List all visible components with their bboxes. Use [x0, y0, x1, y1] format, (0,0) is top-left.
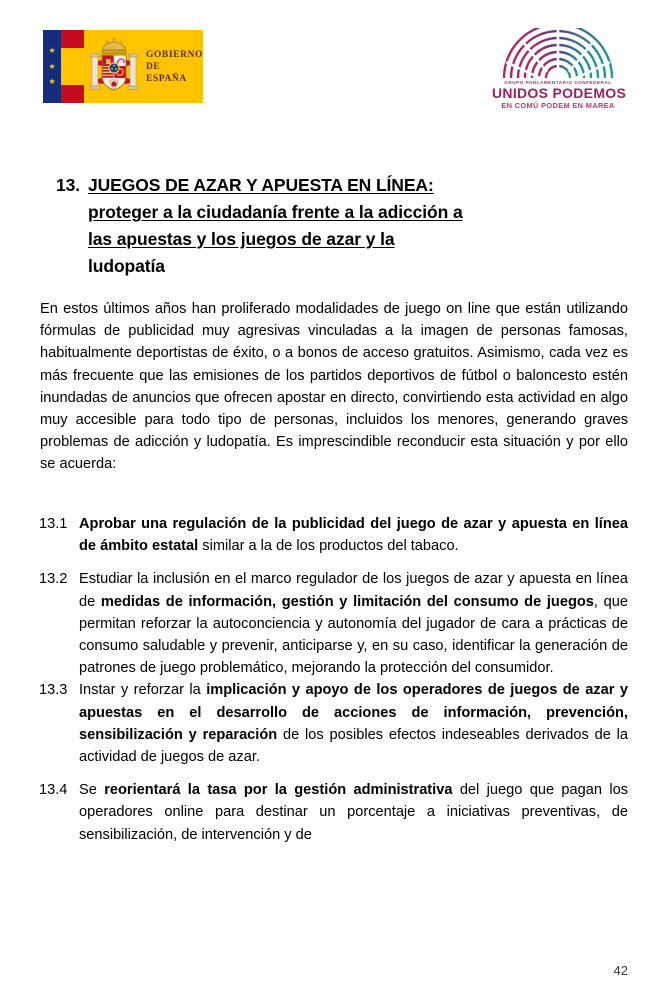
list-item: [39, 568, 628, 679]
title-line-3: las apuestas y los juegos de azar y la: [88, 229, 395, 249]
eu-star-icon: ★: [48, 61, 56, 71]
item-text: Instar y reforzar la implicación y apoyo de los operadores de juegos de azar y apuestas en el desarrollo de acciones de información, prevención, sensibilización y reparación de los posibles efectos indeseables derivados de la actividad de juegos de azar.: [79, 682, 628, 766]
item-text: Se reorientará la tasa por la gestión administrativa del juego que pagan los operadores online para destinar un porcentaje a iniciativas preventivas, de sensibilización, de intervención y de: [79, 782, 628, 843]
podemos-logo-line3: EN COMÚ PODEM EN MAREA: [501, 101, 615, 110]
gobierno-logo-text: [144, 30, 203, 103]
eu-star-icon: ★: [48, 77, 56, 87]
item-number: 13.1: [39, 516, 68, 532]
item-number: 13.2: [39, 571, 68, 588]
list-item: [39, 679, 628, 768]
title-line-1: JUEGOS DE AZAR Y APUESTA EN LÍNEA:: [88, 175, 434, 195]
list-item: [39, 779, 628, 846]
parliament-hemicycle-icon: [500, 28, 616, 78]
podemos-logo-line2: UNIDOS PODEMOS: [492, 85, 627, 101]
gobierno-de-espana-logo: [43, 30, 203, 103]
list-item: [39, 513, 628, 557]
eu-star-icon: ★: [48, 45, 56, 55]
item-text: Aprobar una regulación de la publicidad del juego de azar y apuesta en línea de ámbito estatal similar a la de los productos del tabaco.: [79, 516, 628, 555]
item-number: 13.3: [39, 682, 68, 699]
title-number: 13.: [56, 175, 81, 195]
podemos-logo-line1: GRUPO PARLAMENTARIO CONFEDERAL: [504, 80, 612, 85]
page-title: [56, 172, 622, 280]
spanish-coat-of-arms-icon: [84, 30, 144, 103]
title-line-2: proteger a la ciudadanía frente a la adicción a: [88, 202, 463, 222]
intro-paragraph: En estos últimos años han proliferado modalidades de juego on line que están utilizando fórmulas de publicidad muy agresivas vinculadas a la imagen de personas famosas, habitualmente deportistas de éxito, o a bonos de acceso gratuitos. Asimismo, cada vez es más frecuente que las emisiones de los partidos deportivos de fútbol o baloncesto estén inundadas de anuncios que ofrecen apostar en directo, convirtiendo esta actividad en algo muy accesible para todo tipo de personas, incluidos los menores, generando graves problemas de adicción y ludopatía. Es imprescindible reconducir esta situación y por ello se acuerda:: [40, 301, 628, 473]
spanish-flag-stripes-icon: [61, 30, 84, 103]
title-line-4: ludopatía: [88, 256, 165, 276]
gobierno-logo-line1: GOBIERNO: [145, 49, 203, 60]
item-text: Estudiar la inclusión en el marco regulador de los juegos de azar y apuesta en línea de medidas de información, gestión y limitación del consumo de juegos, que permitan reforzar la autoconciencia y autonomía del jugador de cara a prácticas de consumo saludable y prevenir, anticiparse y, en su caso, identificar la generación de patrones de juego problemático, mejorando la protección del consumidor.: [79, 571, 628, 677]
item-number: 13.4: [39, 782, 68, 799]
page-header: [0, 0, 666, 130]
numbered-items-list: [39, 513, 628, 857]
unidos-podemos-logo: [492, 28, 627, 110]
eu-flag-band-icon: [43, 30, 61, 103]
gobierno-logo-line2: DE ESPAÑA: [145, 61, 187, 84]
page-number: 42: [613, 963, 628, 978]
unidos-podemos-wordmark: [492, 80, 627, 111]
